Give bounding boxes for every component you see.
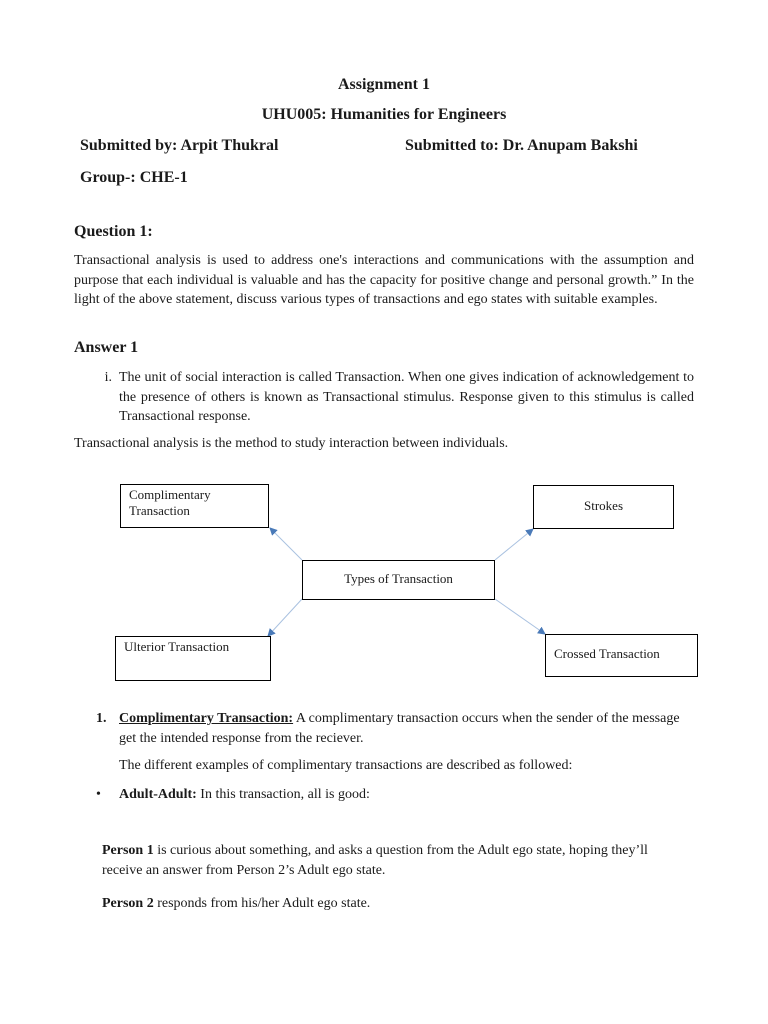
box-crossed-transaction: Crossed Transaction [545, 634, 698, 677]
person2-paragraph [102, 894, 672, 914]
course-title: UHU005: Humanities for Engineers [261, 106, 507, 123]
arrow-to-crossed [495, 599, 545, 634]
person2-label: Person 2 [102, 896, 154, 911]
answer-heading: Answer 1 [74, 339, 139, 356]
question-text: Transactional analysis is used to address one's interactions and communications with the assumption and purpose that each individual is valuable and has the capacity for positive change and personal growth.” In the light of the above statement, discuss various types of transactions and ego states with suitable examples. [74, 253, 694, 307]
assignment-title: Assignment 1 [337, 76, 430, 93]
bullet-adult-adult [119, 785, 694, 805]
bullet-label: Adult-Adult: [119, 787, 197, 802]
section-title: Complimentary Transaction: [119, 711, 294, 726]
question-heading: Question 1: [74, 223, 153, 240]
arrow-to-ulterior [268, 599, 302, 636]
section-text: A complimentary transaction occurs when the sender of the message get the intended response from the reciever. [119, 711, 680, 746]
section-paragraph [119, 709, 694, 748]
person1-paragraph [102, 841, 672, 880]
submitted-by-label: Submitted by: [80, 137, 178, 154]
submitted-by-name: Arpit Thukral [180, 137, 279, 154]
arrow-to-complimentary [270, 528, 302, 560]
examples-intro: The different examples of complimentary transactions are described as followed: [119, 758, 573, 773]
bullet-icon: • [96, 787, 101, 802]
person2-text: responds from his/her Adult ego state. [153, 896, 371, 911]
answer-item-text: The unit of social interaction is called Transaction. When one gives indication of acknowledgement to the presence of others is known as Transactional stimulus. Response given to this stimulus is called Transactional response. [119, 370, 694, 424]
list-marker: i. [104, 370, 112, 385]
box-ulterior-transaction: Ulterior Transaction [115, 636, 271, 681]
person1-label: Person 1 [102, 843, 154, 858]
submitted-to-name: Dr. Anupam Bakshi [502, 137, 638, 154]
arrow-to-strokes [495, 529, 533, 560]
person1-text: is curious about something, and asks a question from the Adult ego state, hoping they’ll receive an answer from Person 2’s Adult ego state. [102, 843, 648, 878]
submitted-to-label: Submitted to: [405, 137, 499, 154]
section-number: 1. [96, 711, 107, 726]
answer-intro: Transactional analysis is the method to study interaction between individuals. [74, 436, 509, 451]
box-types-of-transaction: Types of Transaction [302, 560, 495, 600]
box-complimentary-transaction: Complimentary Transaction [120, 484, 269, 528]
group-value: CHE-1 [139, 169, 188, 186]
group-label: Group-: [80, 169, 136, 186]
box-strokes: Strokes [533, 485, 674, 529]
bullet-text: In this transaction, all is good: [196, 787, 370, 802]
